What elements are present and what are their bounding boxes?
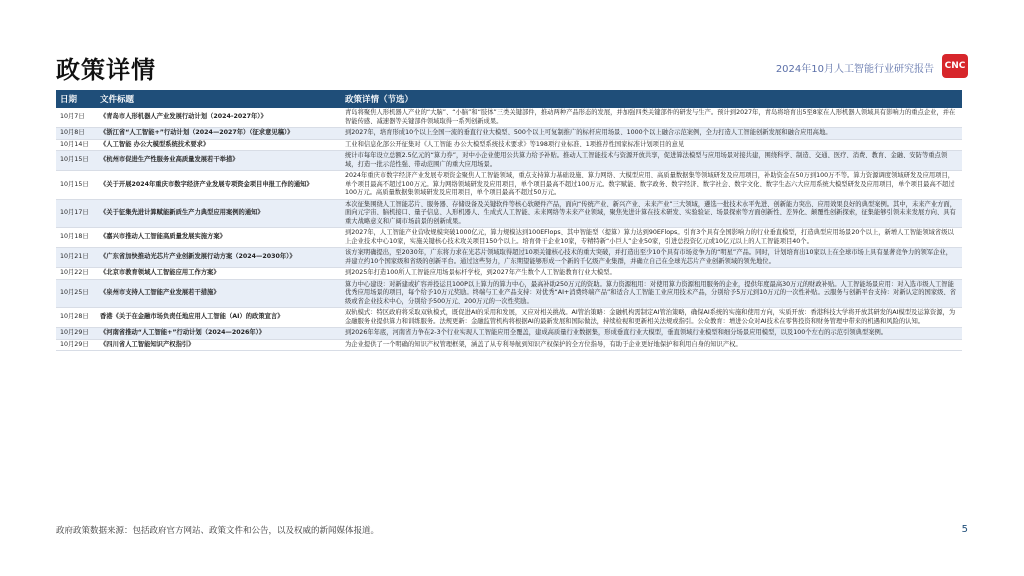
row-date: 10月28日 xyxy=(56,308,96,328)
policy-table xyxy=(56,90,962,351)
row-detail: 2024年重庆市数字经济产业发展专项资金聚焦人工智能领域，重点支持算力基础设施、算力网络、大模型应用、高质量数据集等领域研发及应用项目，补助资金在50万到100万不等。算力资源调度领域研发及应用项目，单个项目最高不超过100万元。算力网络领域研发及应用项目，单个项目最高不超过100万元。数字赋能、数字政务、数字经济、数字社会、数字文化、数字生态六大应用系统大模型研发及应用项目，单个项目最高不超过100万元。高质量数据集领域研发及应用项目，单个项目最高不超过50万元。 xyxy=(341,171,962,200)
row-title: 《关于开展2024年重庆市数字经济产业发展专项资金项目申报工作的通知》 xyxy=(96,171,341,200)
table-header-row xyxy=(56,90,962,108)
row-date: 10月7日 xyxy=(56,108,96,128)
row-title: 《杭州市促进生产性服务业高质量发展若干举措》 xyxy=(96,151,341,171)
row-detail: 本次征集围绕人工智能芯片、服务器、存储设备及关键软件等核心软硬件产品，面向“传统产业、新兴产业、未来产业”三大领域，遴选一批技术水平先进、创新能力突出、应用效果良好的典型案例。其中，未来产业方面，面向元宇宙、脑机接口、量子信息、人形机器人、生成式人工智能、未来网络等未来产业领域，聚焦先进计算在技术研发、实验验证、场景探索等方面创新性、差异化、颠覆性创新探索，征集能够引领未来发展方向、具有重大战略意义和广阔市场前景的创新成果。 xyxy=(341,199,962,228)
page-number: 5 xyxy=(961,524,968,535)
table-row xyxy=(56,128,962,140)
table-row xyxy=(56,328,962,340)
row-date: 10月8日 xyxy=(56,128,96,140)
table-row xyxy=(56,268,962,280)
row-detail: 到2025年打造100所人工智能应用场景标杆学校，到2027年产生数个人工智能教育行业大模型。 xyxy=(341,268,962,280)
row-detail: 到2026年年底，河南省力争在2-3个行业实现人工智能应用全覆盖，建成高质量行业数据集，形成垂直行业大模型，垂直领域行业模型和细分场景应用模型，以及100个左右的示范引领典型案例。 xyxy=(341,328,962,340)
row-date: 10月15日 xyxy=(56,151,96,171)
row-date: 10月17日 xyxy=(56,199,96,228)
row-detail: 为企业提供了一个明确的知识产权管理框架，涵盖了从专利导航到知识产权保护的全方位指导，有助于企业更好地保护和利用自身的知识产权。 xyxy=(341,339,962,351)
row-title: 《泉州市支持人工智能产业发展若干措施》 xyxy=(96,279,341,308)
header-title: 文件标题 xyxy=(96,90,341,108)
row-detail: 统计市每年设立总额2.5亿元的“算力券”，对中小企业使用公共算力给予补贴。推动人工智能技术与资源开放共享，促进算法模型与应用场景对接共建，围绕科学、制造、交通、医疗、消费、教育、金融、安防等重点领域，打造一批示范性强、带动范围广的重大应用场景。 xyxy=(341,151,962,171)
row-detail: 该方案明确提出，至2030年，广东将力求在光芯片领域取得超过10项关键核心技术的重大突破，并打造出至少10个具有市场竞争力的“明星”产品。同时，计划培育出10家以上在全球市场上具有显著竞争力的领军企业，并建立约10个国家级和省级的创新平台。通过这些努力，广东期望能够形成一个新的千亿级产业集群，并确立自己在全球光芯片产业创新领域的领先地位。 xyxy=(341,248,962,268)
row-detail: 算力中心建设：对新建或扩容并投运且100P以上算力的算力中心，最高补助250万元的资助。算力资源租用：对使用算力资源租用服务的企业，提供年度最高30万元的财政补贴。人工智能场景应用：对入选市级人工智能优秀应用场景的项目，每个给予10万元奖励。终端与工业产品支持：对优秀“AI+消费终端产品”和适合人工智能工业应用技术产品，分别给予5万元到10万元的一次性补贴。云服务与创新平台支持：对新认定的国家级、省级或省企业技术中心，分别给予500万元、200万元的一次性奖励。 xyxy=(341,279,962,308)
table-row xyxy=(56,339,962,351)
row-detail: 工业和信息化部公开征集对《人工智能 办公大模型系统技术要求》等198项行业标准、1项推荐性国家标准计划项目的意见 xyxy=(341,139,962,151)
row-date: 10月15日 xyxy=(56,171,96,200)
row-detail: 到2027年，培育形成10个以上全国一流的垂直行业大模型、500个以上可复制推广的标杆应用场景、1000个以上融合示范案例，全力打造人工智能创新发展和融合应用高地。 xyxy=(341,128,962,140)
row-title: 《浙江省“人工智能+”行动计划（2024—2027年）（征求意见稿）》 xyxy=(96,128,341,140)
table-row xyxy=(56,151,962,171)
row-detail: 双轨模式：特区政府将采取双轨模式，既促进AI的采用和发展，又应对相关挑战。AI管治策略：金融机构需制定AI管治策略，确保AI系统的实施和使用方向，实质开放：香港科技大学将开放其研发的AI模型及运算资源，为金融服务业提供算力和训练服务。法规更新：金融监管机构将根据AI的最新发展和国际做法，持续检视和更新相关法规或指引。公众教育：增进公众对AI技术在零售投资和财务管理中带来的机遇和风险的认知。 xyxy=(341,308,962,328)
page-title: 政策详情 xyxy=(56,56,156,84)
row-date: 10月21日 xyxy=(56,248,96,268)
row-title: 《广东省加快推动光芯片产业创新发展行动方案（2024—2030年）》 xyxy=(96,248,341,268)
report-title: 2024年10月人工智能行业研究报告 xyxy=(775,64,934,75)
row-title: 《青岛市人形机器人产业发展行动计划（2024-2027年）》 xyxy=(96,108,341,128)
brand-logo: CNC xyxy=(942,54,968,78)
row-date: 10月29日 xyxy=(56,339,96,351)
row-detail: 到2027年，人工智能产业营收规模突破1000亿元，算力规模达到100EFlops、其中智能型（提算）算力达到90EFlops。引育3个具有全国影响力的行业垂直模型，打造典型应用场景20个以上，新增人工智能领域省级以上企业技术中心10家，实施关键核心技术攻关项目150个以上。培育骨干企业10家，专精特新“小巨人”企业50家，引进总投资亿元或10亿元以上的人工智能项目40个。 xyxy=(341,228,962,248)
row-title: 《人工智能 办公大模型系统技术要求》 xyxy=(96,139,341,151)
header-detail: 政策详情（节选） xyxy=(341,90,962,108)
row-date: 10月18日 xyxy=(56,228,96,248)
row-date: 10月29日 xyxy=(56,328,96,340)
row-title: 《四川省人工智能知识产权指引》 xyxy=(96,339,341,351)
row-date: 10月25日 xyxy=(56,279,96,308)
source-footnote: 政府政策数据来源：包括政府官方网站、政策文件和公告，以及权威的新闻媒体报道。 xyxy=(56,526,380,536)
table-row xyxy=(56,139,962,151)
table-row xyxy=(56,228,962,248)
table-row xyxy=(56,308,962,328)
header-date: 日期 xyxy=(56,90,96,108)
table-body xyxy=(56,108,962,351)
row-detail: 青岛将聚焦人形机器人产业的“大脑”、“小脑”和“肢体”三类关键部件，推动两种产品形态的发展，并加强四类关键部件的研发与生产。预计到2027年，青岛将培育出5至8家在人形机器人领域具有影响力的重点企业，并在智能传感、减速器等关键部件领域取得一系列创新成果。 xyxy=(341,108,962,128)
row-title: 《河南省推动“人工智能+”行动计划（2024—2026年）》 xyxy=(96,328,341,340)
row-title: 《嘉兴市推动人工智能高质量发展实施方案》 xyxy=(96,228,341,248)
row-date: 10月22日 xyxy=(56,268,96,280)
row-title: 《关于征集先进计算赋能新质生产力典型应用案例的通知》 xyxy=(96,199,341,228)
table-row xyxy=(56,108,962,128)
table-row xyxy=(56,279,962,308)
table-row xyxy=(56,248,962,268)
row-title: 《北京市教育领域人工智能应用工作方案》 xyxy=(96,268,341,280)
table-row xyxy=(56,171,962,200)
row-date: 10月14日 xyxy=(56,139,96,151)
row-title: 香港《关于在金融市场负责任地应用人工智能（AI）的政策宣言》 xyxy=(96,308,341,328)
table-row xyxy=(56,199,962,228)
